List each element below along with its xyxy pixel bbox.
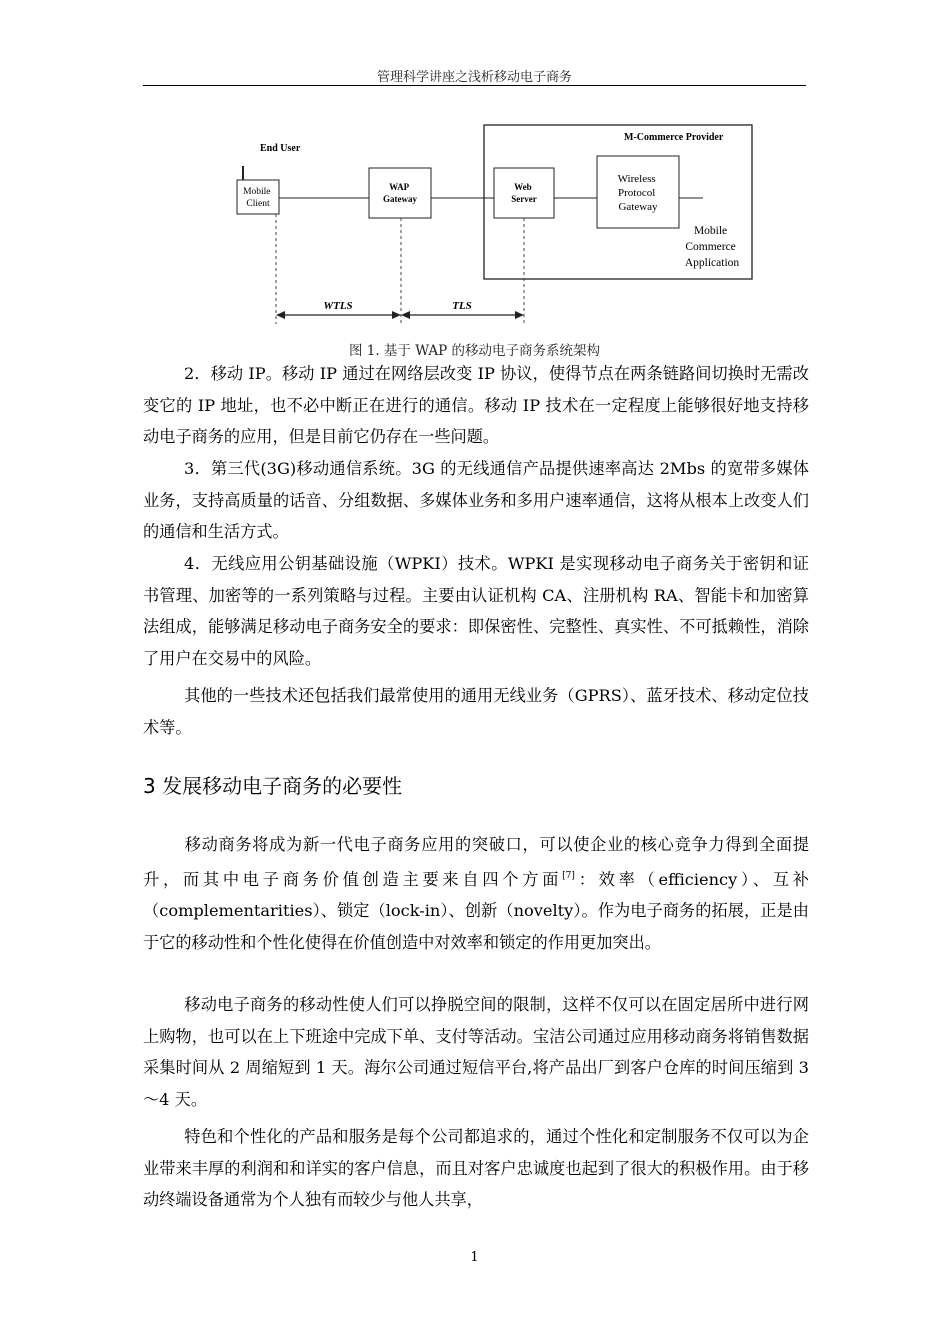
paragraph-mobility [143, 989, 809, 1115]
web-server-line2: Server [511, 194, 537, 204]
web-server-box [494, 168, 554, 218]
paragraph-value-creation-text-a: 移动商务将成为新一代电子商务应用的突破口，可以使企业的核心竞争力得到全面提升，而其中电子商务价值创造主要来自四个方面 [143, 835, 809, 889]
paragraph-mobile-ip [143, 358, 809, 453]
paragraph-3g-text: 3．第三代(3G)移动通信系统。3G 的无线通信产品提供速率高达 2Mbs 的宽带多媒体业务，支持高质量的话音、分组数据、多媒体业务和多用户速率通信，这将从根本上改变人们的通信和生活方式。 [143, 459, 809, 541]
paragraph-personalization [143, 1121, 809, 1216]
paragraph-mobility-text: 移动电子商务的移动性使人们可以挣脱空间的限制，这样不仅可以在固定居所中进行网上购物，也可以在上下班途中完成下单、支付等活动。宝洁公司通过应用移动商务将销售数据采集时间从 2 周缩短到 1 天。海尔公司通过短信平台,将产品出厂到客户仓库的时间压缩到 3～4 天。 [143, 995, 809, 1109]
figure-caption: 图 1. 基于 WAP 的移动电子商务系统架构 [348, 343, 601, 359]
citation-ref: [7] [562, 870, 575, 881]
page-number: 1 [470, 1250, 479, 1265]
paragraph-wpki [143, 548, 809, 674]
wtls-arrowhead-left [276, 311, 285, 319]
wireless-gateway-line2: Protocol [617, 187, 656, 199]
svg-text:Mobile Commerce Applic [685, 225, 740, 269]
end-user-label: End User [260, 143, 301, 154]
wtls-arrowhead-right [392, 311, 401, 319]
paragraph-3g [143, 453, 809, 548]
wap-gateway-box [369, 168, 431, 218]
header-rule [143, 85, 806, 86]
svg-text:Wireless Protocol Gate [618, 173, 659, 213]
paragraph-other-tech-text: 其他的一些技术还包括我们最常使用的通用无线业务（GPRS）、蓝牙技术、移动定位技术等。 [143, 686, 809, 737]
wap-gateway-line2: Gateway [383, 194, 417, 204]
mobile-client-line2: Client [246, 199, 270, 209]
mobile-app-line3: Application [684, 257, 740, 269]
mobile-app-line2: Commerce [685, 241, 736, 253]
paragraph-mobile-ip-text: 2．移动 IP。移动 IP 通过在网络层改变 IP 协议，使得节点在两条链路间切换时无需改变它的 IP 地址，也不必中断正在进行的通信。移动 IP 技术在一定程度上能够很好地支持移动电子商务的应用，但是目前它仍存在一些问题。 [143, 364, 809, 446]
wtls-label: WTLS [323, 300, 353, 312]
wap-architecture-diagram [230, 118, 760, 333]
mobile-app-line1: Mobile [693, 225, 728, 237]
web-server-line1: Web [514, 182, 532, 192]
provider-label: M-Commerce Provider [624, 132, 724, 143]
paragraph-value-creation [143, 829, 809, 958]
mobile-client-line1: Mobile [243, 187, 271, 197]
paragraph-other-tech [143, 680, 809, 743]
paragraph-value-creation-text-b: ：效率（efficiency）、互补（complementarities）、锁定（lock-in）、创新（novelty）。作为电子商务的拓展，正是由于它的移动性和个性化使得在价值创造中对效率和锁定的作用更加突出。 [143, 869, 809, 952]
tls-arrowhead-left [401, 311, 410, 319]
tls-label: TLS [452, 300, 472, 312]
wireless-gateway-line1: Wireless [617, 173, 656, 185]
paragraph-wpki-text: 4．无线应用公钥基础设施（WPKI）技术。WPKI 是实现移动电子商务关于密钥和证书管理、加密等的一系列策略与过程。主要由认证机构 CA、注册机构 RA、智能卡和加密算法组成，能够满足移动电子商务安全的要求：即保密性、完整性、真实性、不可抵赖性，消除了用户在交易中的风险。 [143, 554, 809, 668]
paragraph-personalization-text: 特色和个性化的产品和服务是每个公司都追求的，通过个性化和定制服务不仅可以为企业带来丰厚的利润和和详实的客户信息，而且对客户忠诚度也起到了很大的积极作用。由于移动终端设备通常为个人独有而较少与他人共享， [143, 1127, 809, 1209]
wap-gateway-line1: WAP [389, 182, 409, 192]
wireless-gateway-line3: Gateway [618, 201, 658, 213]
page-header: 管理科学讲座之浅析移动电子商务 [376, 70, 572, 85]
section-title: 3 发展移动电子商务的必要性 [143, 774, 403, 798]
tls-arrowhead-right [515, 311, 524, 319]
